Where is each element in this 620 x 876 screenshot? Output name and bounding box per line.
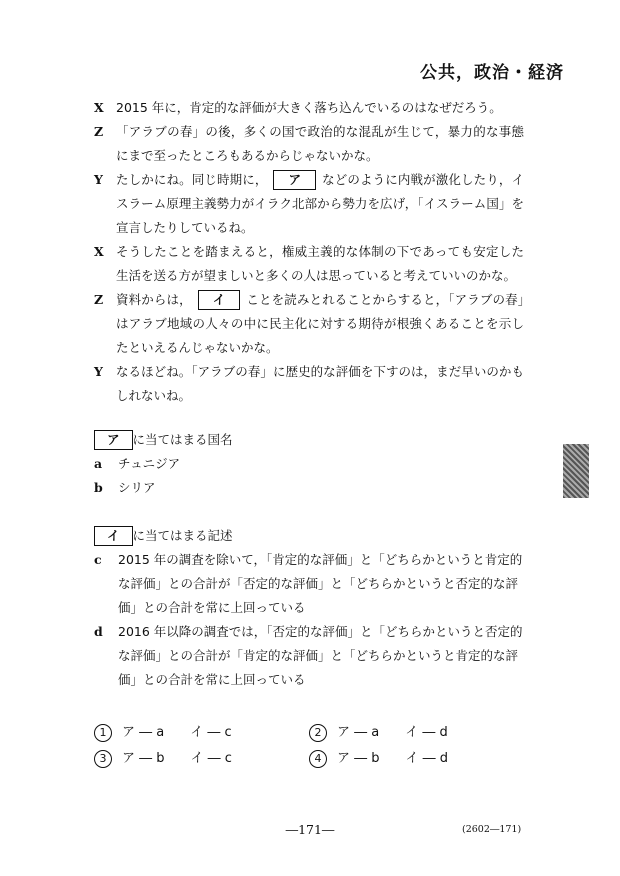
choice-number: 3 (94, 750, 112, 768)
option-text: チュニジア (118, 456, 181, 471)
choice-i-pair: イ ― d (405, 751, 449, 766)
side-index-tab (563, 444, 589, 498)
section-a (94, 428, 524, 500)
choice-a-pair: ア ― b (337, 751, 380, 766)
blank-box-a: ア (94, 430, 133, 450)
blank-box-i: イ (198, 290, 241, 310)
section-heading-text: に当てはまる国名 (132, 432, 233, 447)
speaker-label: Z (94, 292, 104, 307)
utterance-text (116, 168, 524, 240)
dialogue-turn (94, 240, 524, 288)
utterance-text: 2015 年に，肯定的な評価が大きく落ち込んでいるのはなぜだろう。 (116, 100, 502, 115)
dialogue-turn (94, 288, 524, 360)
blank-box-i: イ (94, 526, 133, 546)
option-item (94, 548, 524, 620)
option-text: 2016 年以降の調査では，「否定的な評価」と「どちらかというと否定的な評価」との合計が「肯定的な評価」と「どちらかというと肯定的な評価」との合計を常に上回っている (118, 624, 523, 687)
utterance-after: などのように内戦が激化したり，イスラーム原理主義勢力がイラク北部から勢力を広げ，「イスラーム国」を宣言したりしているね。 (116, 172, 524, 235)
section-a-heading (94, 428, 524, 452)
section-i-heading (94, 524, 524, 548)
dialogue-turn (94, 168, 524, 240)
answer-row (94, 746, 524, 772)
choice-i-pair: イ ― c (190, 725, 232, 740)
option-key: a (94, 456, 103, 471)
choice-number: 2 (309, 724, 327, 742)
answer-choice-1[interactable] (94, 720, 309, 746)
option-item (94, 476, 524, 500)
utterance-text: なるほどね。「アラブの春」に歴史的な評価を下すのは，まだ早いのかもしれないね。 (116, 364, 524, 403)
answer-choice-4[interactable] (309, 746, 524, 772)
option-text: シリア (118, 480, 156, 495)
utterance-text: 「アラブの春」の後，多くの国で政治的な混乱が生じて，暴力的な事態にまで至ったところもあるからじゃないかな。 (116, 124, 524, 163)
choice-i-pair: イ ― d (405, 725, 448, 740)
choice-a-pair: ア ― a (122, 725, 165, 740)
speaker-label: Z (94, 124, 104, 139)
dialogue-turn (94, 120, 524, 168)
option-item (94, 452, 524, 476)
option-text: 2015 年の調査を除いて，「肯定的な評価」と「どちらかというと肯定的な評価」との合計が「否定的な評価」と「どちらかというと否定的な評価」との合計を常に上回っている (118, 552, 523, 615)
dialogue (94, 96, 524, 408)
answer-choice-3[interactable] (94, 746, 309, 772)
option-key: c (94, 552, 102, 567)
choice-a-pair: ア ― a (337, 725, 380, 740)
utterance-text: そうしたことを踏まえると，権威主義的な体制の下であっても安定した生活を送る方が望ましいと多くの人は思っていると考えていいのかな。 (116, 244, 524, 283)
option-item (94, 620, 524, 692)
option-key: b (94, 480, 103, 495)
speaker-label: X (94, 100, 104, 115)
answer-row (94, 720, 524, 746)
subject-title: 公共，政治・経済 (420, 63, 564, 83)
choice-number: 4 (309, 750, 327, 768)
choice-number: 1 (94, 724, 112, 742)
page-code: (2602―171) (462, 824, 522, 835)
utterance-text (116, 288, 524, 360)
speaker-label: Y (94, 364, 103, 379)
dialogue-turn (94, 96, 524, 120)
dialogue-turn (94, 360, 524, 408)
blank-box-a: ア (273, 170, 316, 190)
choice-a-pair: ア ― b (122, 751, 165, 766)
option-key: d (94, 624, 103, 639)
speaker-label: X (94, 244, 104, 259)
section-heading-text: に当てはまる記述 (132, 528, 233, 543)
utterance-before: たしかにね。同じ時期に， (116, 172, 268, 187)
utterance-after: ことを読みとれることからすると，「アラブの春」はアラブ地域の人々の中に民主化に対する期待が根強くあることを示したといえるんじゃないかな。 (116, 292, 524, 355)
answer-choice-2[interactable] (309, 720, 524, 746)
choice-i-pair: イ ― c (190, 751, 232, 766)
page-number: ―171― (285, 822, 335, 837)
section-i (94, 524, 524, 692)
utterance-before: 資料からは， (116, 292, 192, 307)
speaker-label: Y (94, 172, 103, 187)
answer-choices (94, 720, 524, 772)
